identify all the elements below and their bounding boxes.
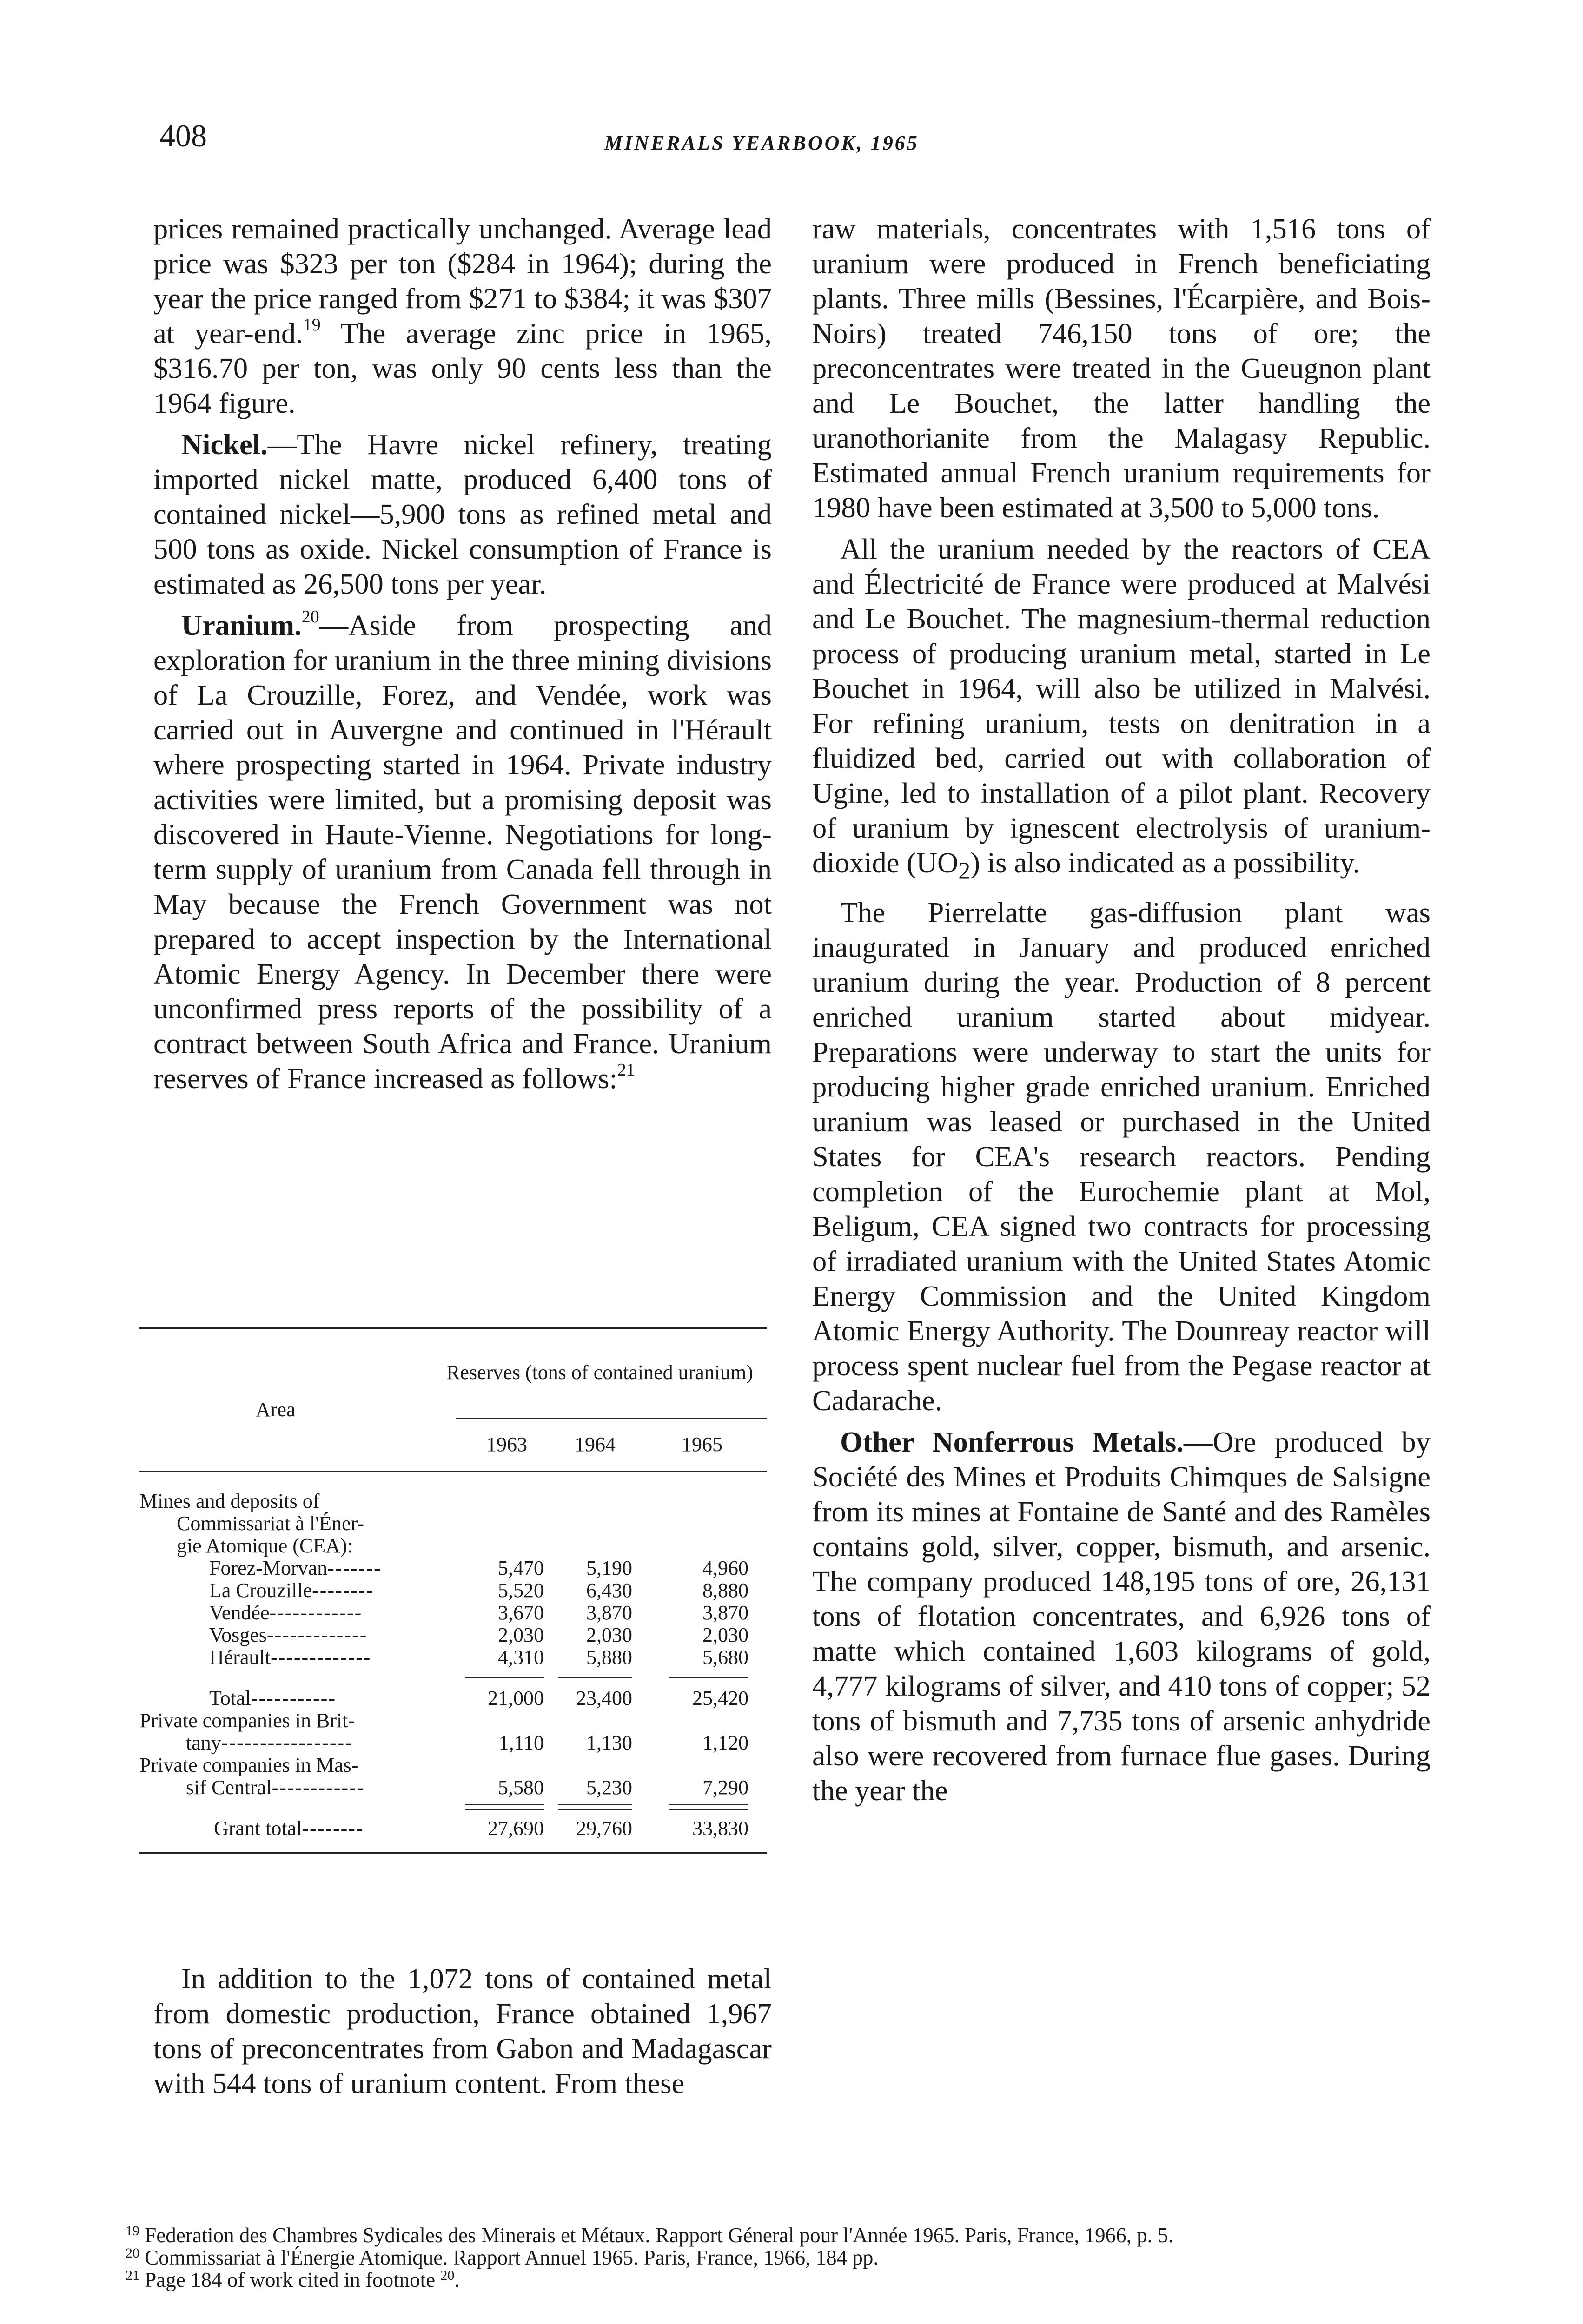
footnote bbox=[126, 2224, 1474, 2246]
row-label-text: Total bbox=[209, 1687, 251, 1710]
paragraph-uranium bbox=[153, 608, 772, 1096]
row-label-text: Forez-Morvan bbox=[209, 1557, 328, 1579]
cell-value: 3,870 bbox=[586, 1601, 632, 1624]
cell-value: 5,190 bbox=[586, 1557, 632, 1579]
cell-value: 5,230 bbox=[586, 1776, 632, 1799]
table-row bbox=[139, 1535, 767, 1557]
row-label-text: sif Central bbox=[186, 1776, 272, 1799]
row-label-text: Vendée bbox=[209, 1601, 270, 1624]
double-rule bbox=[558, 1804, 632, 1810]
paragraph-text: The average zinc price in 1965, $316.70 per ton, was only 90 cents less than the 1964 figure. bbox=[153, 317, 772, 419]
grand-rule-row bbox=[139, 1799, 767, 1817]
column-header-1963: 1963 bbox=[486, 1433, 527, 1456]
table-row bbox=[139, 1557, 767, 1579]
cell-value: 2,030 bbox=[586, 1624, 632, 1646]
double-rule bbox=[465, 1804, 544, 1810]
table-row-grand-total bbox=[139, 1817, 767, 1840]
paragraph-text: All the uranium needed by the reactors of CEA and Électricité de France were produced at Malvési and Le Bouchet. The magnesium-thermal reduction process of producing uranium metal, started in Le Bouchet in 1964, will also be utilized in Malvési. For refining uranium, tests on denitration in a fluidized bed, carried out with collaboration of Ugine, led to installation of a pilot plant. Recovery of uranium by ignescent electrolysis of uranium-dioxide (UO bbox=[812, 533, 1431, 879]
row-label: La Crouzille-------- bbox=[209, 1579, 374, 1602]
paragraph-reactors bbox=[812, 532, 1431, 889]
group-rule bbox=[456, 1418, 767, 1419]
table-row-total bbox=[139, 1687, 767, 1710]
table-row bbox=[139, 1579, 767, 1602]
cell-value: 2,030 bbox=[702, 1624, 748, 1646]
paragraph-text: —The Havre nickel refinery, treating imported nickel matte, produced 6,400 tons of contained nickel—5,900 tons as refined metal and 500 tons as oxide. Nickel consumption of France is estimated as 26,500 tons per year. bbox=[153, 428, 772, 600]
row-label: gie Atomique (CEA): bbox=[177, 1534, 353, 1557]
table-row bbox=[139, 1732, 767, 1754]
table-row bbox=[139, 1624, 767, 1646]
table-row bbox=[139, 1776, 767, 1799]
column-header-1964: 1964 bbox=[575, 1433, 616, 1456]
column-header-1965: 1965 bbox=[682, 1433, 722, 1456]
table-row bbox=[139, 1710, 767, 1732]
paragraph-text: ) is also indicated as a possibility. bbox=[970, 846, 1360, 879]
footnote-text: . bbox=[454, 2268, 460, 2291]
cell-value: 8,880 bbox=[702, 1579, 748, 1602]
cell-value: 5,470 bbox=[498, 1557, 544, 1579]
cell-value: 1,130 bbox=[586, 1731, 632, 1754]
row-label: Mines and deposits of bbox=[139, 1490, 320, 1512]
cell-value: 3,870 bbox=[702, 1601, 748, 1624]
row-label: Hérault------------- bbox=[209, 1646, 371, 1669]
row-label: Commissariat à l'Éner- bbox=[177, 1512, 364, 1535]
cell-value: 21,000 bbox=[488, 1687, 544, 1710]
cell-value: 23,400 bbox=[576, 1687, 632, 1710]
table-row bbox=[139, 1754, 767, 1776]
uranium-reserves-table bbox=[139, 1327, 767, 1854]
sum-rule bbox=[669, 1677, 748, 1678]
row-label-text: Vosges bbox=[209, 1624, 267, 1646]
row-label: sif Central------------ bbox=[186, 1776, 365, 1799]
column-header-area: Area bbox=[256, 1398, 296, 1421]
footnotes bbox=[126, 2224, 1474, 2291]
footnote-ref: 21 bbox=[617, 1060, 635, 1080]
paragraph-text: prices remained practically unchanged. Average lead price was $323 per ton ($284 in 1964); during the year the price ranged from $271 to $384; it was $307 at year-end. bbox=[153, 212, 772, 350]
right-column bbox=[812, 211, 1431, 1815]
cell-value: 29,760 bbox=[576, 1817, 632, 1840]
footnote bbox=[126, 2246, 1474, 2269]
left-column-continued bbox=[153, 1961, 772, 2107]
cell-value: 1,120 bbox=[702, 1731, 748, 1754]
running-head: MINERALS YEARBOOK, 1965 bbox=[604, 132, 919, 154]
paragraph-text: —Aside from prospecting and exploration for uranium in the three mining divisions of La Crouzille, Forez, and Vendée, work was carried out in Auvergne and continued in l'Hérault where prospecting started in 1964. Private industry activities were limited, but a promising deposit was discovered in Haute-Vienne. Negotiations for long-term supply of uranium from Canada fell through in May because the French Government was not prepared to accept inspection by the International Atomic Energy Agency. In December there were unconfirmed press reports of the possibility of a contract between South Africa and France. Uranium reserves of France increased as follows: bbox=[153, 609, 772, 1095]
left-column bbox=[153, 211, 772, 1103]
section-heading-nickel: Nickel. bbox=[181, 428, 268, 461]
row-label-text: La Crouzille bbox=[209, 1579, 312, 1602]
footnote-ref: 19 bbox=[303, 315, 321, 335]
footnote-text: Federation des Chambres Sydicales des Minerais et Métaux. Rapport Géneral pour l'Année 1965. Paris, France, 1966, p. 5. bbox=[145, 2224, 1173, 2247]
cell-value: 27,690 bbox=[488, 1817, 544, 1840]
section-heading-other-nonferrous: Other Nonferrous Metals. bbox=[840, 1425, 1184, 1458]
sum-rule-row bbox=[139, 1669, 767, 1687]
row-label: Vendée------------ bbox=[209, 1601, 363, 1624]
table-row bbox=[139, 1512, 767, 1535]
footnote-text: Page 184 of work cited in footnote bbox=[145, 2268, 441, 2291]
table-row bbox=[139, 1646, 767, 1669]
column-group-header: Reserves (tons of contained uranium) bbox=[446, 1361, 753, 1384]
row-label: tany----------------- bbox=[186, 1731, 353, 1754]
cell-value: 6,430 bbox=[586, 1579, 632, 1602]
paragraph-pierrelatte: The Pierrelatte gas-diffusion plant was inaugurated in January and produced enriched uranium during the year. Production of 8 percent enriched uranium started about midyear. Preparations were underway to start the units for producing higher grade enriched uranium. Enriched uranium was leased or purchased in the United States for CEA's research reactors. Pending completion of the Eurochemie plant at Mol, Beligum, CEA signed two contracts for processing of irradiated uranium with the United States Atomic Energy Commission and the United Kingdom Atomic Energy Authority. The Dounreay reactor will process spent nuclear fuel from the Pegase reactor at Cadarache. bbox=[812, 896, 1431, 1417]
cell-value: 4,960 bbox=[702, 1557, 748, 1579]
footnote-number: 20 bbox=[126, 2245, 139, 2261]
cell-value: 5,520 bbox=[498, 1579, 544, 1602]
footnote-ref: 20 bbox=[440, 2268, 455, 2283]
row-label: Forez-Morvan------- bbox=[209, 1557, 382, 1579]
sum-rule bbox=[465, 1677, 544, 1678]
table-row bbox=[139, 1490, 767, 1512]
double-rule bbox=[669, 1804, 748, 1810]
cell-value: 5,580 bbox=[498, 1776, 544, 1799]
cell-value: 2,030 bbox=[498, 1624, 544, 1646]
paragraph-text: —Ore produced by Société des Mines et Produits Chimques de Salsigne from its mines at Fontaine de Santé and des Ramèles contains gold, silver, copper, bismuth, and arsenic. The company produced 148,195 tons of ore, 26,131 tons of flotation concentrates, and 6,926 tons of matte which contained 1,603 kilograms of gold, 4,777 kilograms of silver, and 410 tons of copper; 52 tons of bismuth and 7,735 tons of arsenic anhydride also were recovered from furnace flue gases. During the year the bbox=[812, 1425, 1431, 1807]
row-label: Total----------- bbox=[209, 1687, 336, 1710]
cell-value: 7,290 bbox=[702, 1776, 748, 1799]
row-label: Vosges------------- bbox=[209, 1624, 368, 1646]
footnote-number: 19 bbox=[126, 2223, 139, 2238]
paragraph-other-nonferrous bbox=[812, 1425, 1431, 1808]
cell-value: 5,880 bbox=[586, 1646, 632, 1669]
row-label-text: Grant total bbox=[214, 1817, 302, 1840]
row-label-text: tany bbox=[186, 1731, 221, 1754]
footnote-number: 21 bbox=[126, 2268, 139, 2283]
paragraph-nickel bbox=[153, 427, 772, 601]
subscript: 2 bbox=[958, 858, 971, 885]
table-header bbox=[139, 1329, 767, 1471]
row-label-text: Hérault bbox=[209, 1646, 271, 1669]
page-number: 408 bbox=[159, 118, 207, 153]
paragraph-imports: In addition to the 1,072 tons of contained metal from domestic production, France obtained 1,967 tons of preconcentrates from Gabon and Madagascar with 544 tons of uranium content. From these bbox=[153, 1962, 772, 2100]
row-label: Grant total-------- bbox=[214, 1817, 364, 1840]
table-row bbox=[139, 1602, 767, 1624]
cell-value: 4,310 bbox=[498, 1646, 544, 1669]
sum-rule bbox=[558, 1677, 632, 1678]
footnote bbox=[126, 2269, 1474, 2291]
paragraph-raw-materials: raw materials, concentrates with 1,516 tons of uranium were produced in French beneficiating plants. Three mills (Bessines, l'Écarpière, and Bois-Noirs) treated 746,150 tons of ore; the preconcentrates were treated in the Gueugnon plant and Le Bouchet, the latter handling the uranothorianite from the Malagasy Republic. Estimated annual French uranium requirements for 1980 have been estimated at 3,500 to 5,000 tons. bbox=[812, 212, 1431, 524]
cell-value: 1,110 bbox=[498, 1731, 544, 1754]
footnote-ref: 20 bbox=[301, 607, 319, 627]
section-heading-uranium: Uranium. bbox=[181, 609, 302, 641]
footnote-text: Commissariat à l'Énergie Atomique. Rapport Annuel 1965. Paris, France, 1966, 184 pp. bbox=[145, 2246, 879, 2269]
cell-value: 33,830 bbox=[692, 1817, 748, 1840]
cell-value: 3,670 bbox=[498, 1601, 544, 1624]
table-bottom-rule bbox=[139, 1852, 767, 1854]
paragraph-lead-zinc bbox=[153, 211, 772, 421]
cell-value: 25,420 bbox=[692, 1687, 748, 1710]
row-label: Private companies in Mas- bbox=[139, 1754, 358, 1776]
cell-value: 5,680 bbox=[702, 1646, 748, 1669]
row-label: Private companies in Brit- bbox=[139, 1709, 355, 1732]
